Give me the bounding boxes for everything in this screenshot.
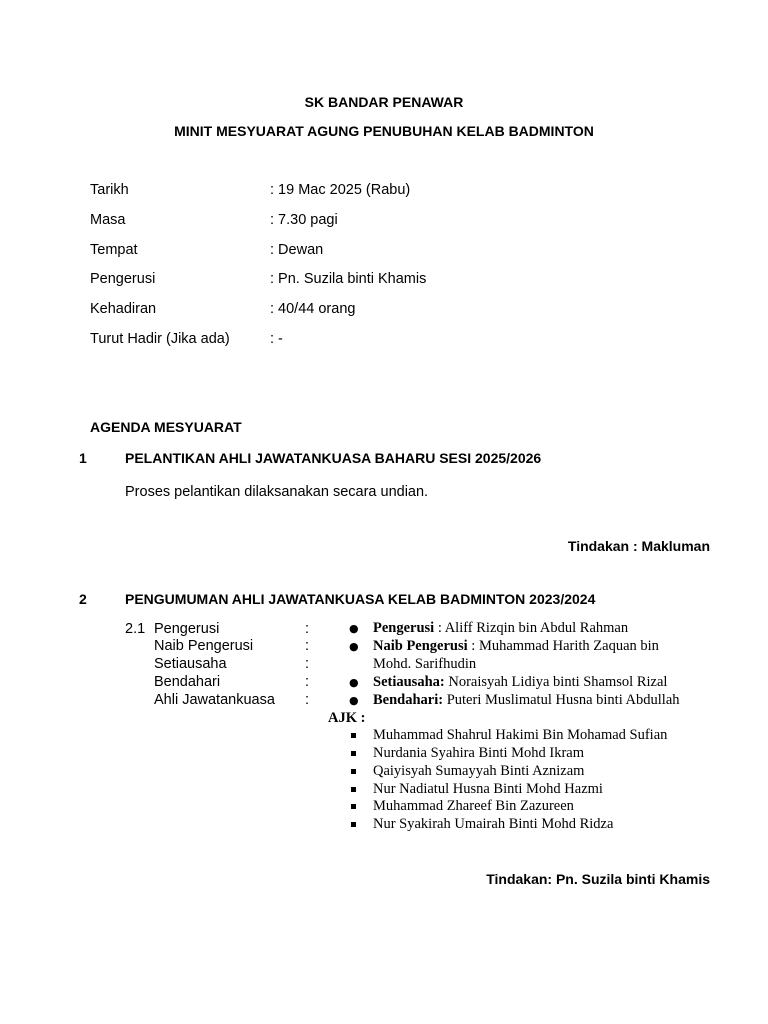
ajk-member: Qaiyisyah Sumayyah Binti Aznizam xyxy=(373,763,585,779)
square-bullet-icon xyxy=(351,787,356,792)
role-colon: : xyxy=(305,621,310,637)
role-colon: : xyxy=(305,674,310,690)
item2-number: 2 xyxy=(79,591,87,607)
item1-number: 1 xyxy=(79,450,87,466)
school-name: SK BANDAR PENAWAR xyxy=(304,94,464,110)
info-value-place: : Dewan xyxy=(270,242,324,258)
ajk-member: Nur Nadiatul Husna Binti Mohd Hazmi xyxy=(373,781,603,797)
item1-action: Tindakan : Makluman xyxy=(567,538,710,554)
bullet-icon: ● xyxy=(349,694,359,707)
member-treasurer: Bendahari: Puteri Muslimatul Husna binti Abdullah xyxy=(373,692,680,708)
bullet-icon: ● xyxy=(349,640,359,653)
square-bullet-icon xyxy=(351,769,356,774)
bullet-icon: ● xyxy=(349,622,359,635)
item2-sub-number: 2.1 xyxy=(125,621,146,637)
role-label-chair: Pengerusi xyxy=(154,621,220,637)
square-bullet-icon xyxy=(351,822,356,827)
agenda-heading: AGENDA MESYUARAT xyxy=(90,419,242,435)
square-bullet-icon xyxy=(351,751,356,756)
info-label-time: Masa xyxy=(90,212,126,228)
info-value-guests: : - xyxy=(270,331,283,347)
item2-action: Tindakan: Pn. Suzila binti Khamis xyxy=(486,871,710,887)
info-label-guests: Turut Hadir (Jika ada) xyxy=(90,331,230,347)
info-value-date: : 19 Mac 2025 (Rabu) xyxy=(270,182,411,198)
item1-heading: PELANTIKAN AHLI JAWATANKUASA BAHARU SESI 2025/2026 xyxy=(125,450,542,466)
info-label-chair: Pengerusi xyxy=(90,271,156,287)
ajk-label: AJK : xyxy=(328,710,366,726)
info-label-place: Tempat xyxy=(90,242,138,258)
role-label-committee: Ahli Jawatankuasa xyxy=(154,692,275,708)
ajk-member: Nurdania Syahira Binti Mohd Ikram xyxy=(373,745,585,761)
role-colon: : xyxy=(305,638,310,654)
bullet-icon: ● xyxy=(349,676,359,689)
item1-text: Proses pelantikan dilaksanakan secara undian. xyxy=(125,484,429,500)
info-label-date: Tarikh xyxy=(90,182,129,198)
item2-heading: PENGUMUMAN AHLI JAWATANKUASA KELAB BADMINTON 2023/2024 xyxy=(125,591,596,607)
member-vice-chair: Naib Pengerusi : Muhammad Harith Zaquan bin xyxy=(373,638,659,654)
role-label-treasurer: Bendahari xyxy=(154,674,221,690)
role-colon: : xyxy=(305,692,310,708)
ajk-member: Muhammad Zhareef Bin Zazureen xyxy=(373,798,574,814)
info-label-attendance: Kehadiran xyxy=(90,301,157,317)
square-bullet-icon xyxy=(351,804,356,809)
member-chair: Pengerusi : Aliff Rizqin bin Abdul Rahman xyxy=(373,620,629,636)
ajk-member: Muhammad Shahrul Hakimi Bin Mohamad Sufian xyxy=(373,727,668,743)
document-title: MINIT MESYUARAT AGUNG PENUBUHAN KELAB BADMINTON xyxy=(174,123,594,139)
member-secretary: Setiausaha: Noraisyah Lidiya binti Shamsol Rizal xyxy=(373,674,668,690)
info-value-chair: : Pn. Suzila binti Khamis xyxy=(270,271,427,287)
role-colon: : xyxy=(305,656,310,672)
square-bullet-icon xyxy=(351,733,356,738)
role-label-vice-chair: Naib Pengerusi xyxy=(154,638,254,654)
ajk-member: Nur Syakirah Umairah Binti Mohd Ridza xyxy=(373,816,614,832)
role-label-secretary: Setiausaha xyxy=(154,656,227,672)
info-value-attendance: : 40/44 orang xyxy=(270,301,356,317)
info-value-time: : 7.30 pagi xyxy=(270,212,338,228)
member-vice-chair-cont: Mohd. Sarifhudin xyxy=(373,656,477,672)
